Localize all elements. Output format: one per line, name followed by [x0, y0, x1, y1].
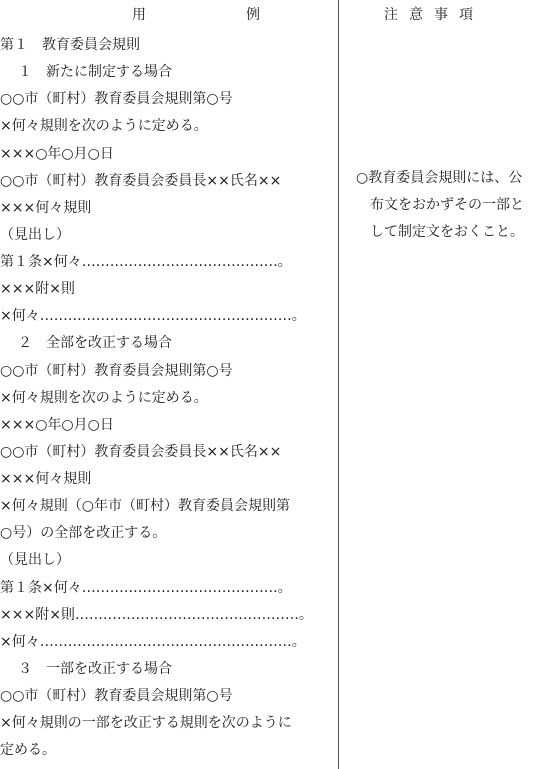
example-line: ×××何々規則 [0, 199, 92, 216]
header-examples-char-1: 用 [132, 7, 146, 23]
example-line: ×××附×則 [0, 281, 75, 298]
example-line: 第１条×何々……………………………………。 [0, 579, 292, 596]
example-line: ○○市（町村）教育委員会委員長××氏名×× [0, 172, 282, 189]
example-line: ×何々………………………………………………。 [0, 308, 306, 325]
example-line: ○○市（町村）教育委員会規則第○号 [0, 362, 233, 379]
example-line: ２ 全部を改正する場合 [18, 335, 172, 352]
header-notes-char-4: 項 [459, 7, 473, 23]
examples-column [0, 32, 336, 764]
example-line: （見出し） [0, 552, 70, 569]
example-line: １ 新たに制定する場合 [18, 64, 172, 81]
example-line: ×××○年○月○日 [0, 416, 114, 433]
header-notes-char-1: 注 [384, 7, 398, 23]
example-line: ×何々規則（○年市（町村）教育委員会規則第 [0, 498, 290, 515]
example-line: ×××附×則…………………………………………。 [0, 606, 313, 623]
example-line: 第１条×何々……………………………………。 [0, 254, 292, 270]
example-line: ×何々規則の一部を改正する規則を次のように [0, 715, 292, 732]
example-line: ×何々規則を次のように定める。 [0, 118, 208, 135]
note-line: ○教育委員会規則には、公 [356, 170, 523, 186]
header-notes-char-2: 意 [409, 7, 423, 23]
example-line: ×××何々規則 [0, 471, 92, 487]
note-line: して制定文をおくこと。 [370, 224, 524, 240]
example-line: 第１ 教育委員会規則 [0, 37, 140, 53]
example-line: ○○市（町村）教育委員会委員長××氏名×× [0, 443, 282, 460]
header-examples-char-2: 例 [246, 7, 260, 23]
example-line: ○号）の全部を改正する。 [0, 525, 167, 542]
example-line: （見出し） [0, 226, 70, 243]
notes-column [356, 165, 536, 246]
example-line: ○○市（町村）教育委員会規則第○号 [0, 91, 233, 108]
example-line: ○○市（町村）教育委員会規則第○号 [0, 688, 233, 704]
example-line: ×××○年○月○日 [0, 145, 114, 162]
note-line: 布文をおかずその一部と [370, 197, 524, 213]
header-notes-char-3: 事 [434, 7, 448, 23]
column-divider [338, 0, 339, 769]
example-line: ×何々規則を次のように定める。 [0, 389, 208, 406]
header-notes [384, 4, 484, 24]
example-line: ３ 一部を改正する場合 [18, 660, 172, 677]
example-line: ×何々………………………………………………。 [0, 633, 306, 650]
example-line: 定める。 [0, 742, 56, 759]
header-examples [132, 4, 260, 24]
